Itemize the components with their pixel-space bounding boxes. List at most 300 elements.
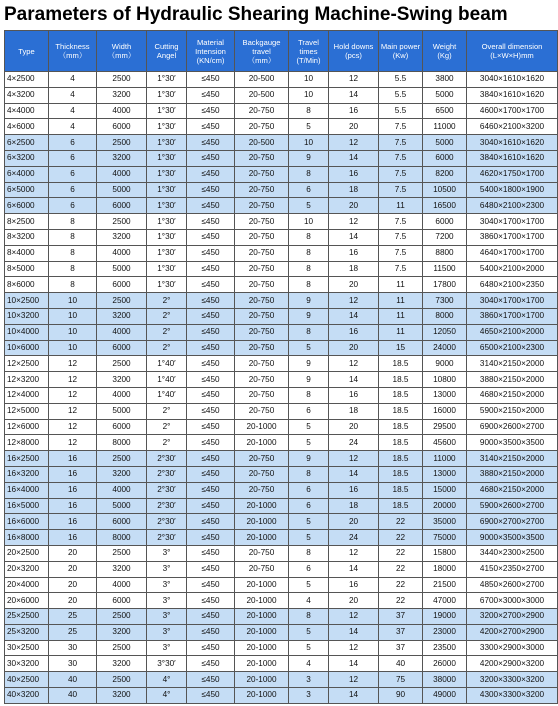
table-cell: 20-1000: [235, 593, 289, 609]
table-cell: 14: [329, 372, 379, 388]
table-cell: 20: [49, 561, 97, 577]
table-cell: 20-750: [235, 198, 289, 214]
table-row: [5, 530, 558, 546]
table-cell: ≤450: [187, 372, 235, 388]
table-cell: 4000: [97, 103, 147, 119]
table-cell: ≤450: [187, 308, 235, 324]
table-cell: 20-750: [235, 482, 289, 498]
table-cell: 3: [289, 672, 329, 688]
column-header-unit: （mm）: [107, 51, 136, 60]
table-cell: ≤450: [187, 135, 235, 151]
column-header-label: Overall dimension: [481, 42, 543, 51]
table-cell: 4850×2600×2700: [467, 577, 558, 593]
table-cell: 6: [289, 561, 329, 577]
table-row: [5, 672, 558, 688]
table-cell: ≤450: [187, 466, 235, 482]
table-cell: 20-750: [235, 387, 289, 403]
table-cell: 4000: [97, 387, 147, 403]
table-row: [5, 403, 558, 419]
table-cell: 1°30′: [147, 166, 187, 182]
table-cell: 14: [329, 561, 379, 577]
table-cell: 20: [49, 545, 97, 561]
table-cell: 18: [329, 403, 379, 419]
table-cell: 49000: [423, 688, 467, 704]
table-cell: ≤450: [187, 340, 235, 356]
table-row: [5, 150, 558, 166]
table-cell: 20-750: [235, 214, 289, 230]
table-cell: 7300: [423, 293, 467, 309]
table-cell: 13000: [423, 466, 467, 482]
table-cell: 30×2500: [5, 640, 49, 656]
table-cell: 30: [49, 640, 97, 656]
table-cell: 22: [379, 545, 423, 561]
table-cell: ≤450: [187, 593, 235, 609]
table-cell: 20-750: [235, 182, 289, 198]
column-header: [49, 31, 97, 72]
table-cell: 8: [49, 277, 97, 293]
table-cell: 38000: [423, 672, 467, 688]
table-cell: 9: [289, 150, 329, 166]
table-cell: 2°: [147, 403, 187, 419]
table-cell: 3440×2300×2500: [467, 545, 558, 561]
table-cell: 40×3200: [5, 688, 49, 704]
table-cell: 2500: [97, 356, 147, 372]
table-cell: 4150×2350×2700: [467, 561, 558, 577]
table-cell: 3880×2150×2000: [467, 466, 558, 482]
table-cell: 20: [329, 514, 379, 530]
table-row: [5, 688, 558, 704]
header-row: [5, 31, 558, 72]
table-cell: 20-1000: [235, 435, 289, 451]
table-cell: 6: [49, 150, 97, 166]
table-cell: 4620×1750×1700: [467, 166, 558, 182]
table-cell: ≤450: [187, 672, 235, 688]
table-cell: 20: [49, 593, 97, 609]
column-header-label: Cutting Angel: [154, 42, 179, 60]
table-cell: 3200: [97, 150, 147, 166]
table-cell: 16: [329, 103, 379, 119]
table-cell: 2°30′: [147, 482, 187, 498]
table-cell: ≤450: [187, 87, 235, 103]
table-cell: 14: [329, 466, 379, 482]
table-cell: 8800: [423, 245, 467, 261]
table-cell: 20-750: [235, 451, 289, 467]
table-cell: 12×3200: [5, 372, 49, 388]
table-cell: 3200: [97, 624, 147, 640]
table-cell: 2500: [97, 135, 147, 151]
table-cell: 18.5: [379, 498, 423, 514]
table-cell: 16: [329, 166, 379, 182]
table-cell: ≤450: [187, 530, 235, 546]
table-cell: 22: [379, 577, 423, 593]
table-cell: 14: [329, 688, 379, 704]
table-cell: 3140×2150×2000: [467, 451, 558, 467]
table-cell: 16×2500: [5, 451, 49, 467]
table-cell: 5000: [423, 87, 467, 103]
table-cell: 25×2500: [5, 609, 49, 625]
table-cell: 15000: [423, 482, 467, 498]
table-cell: 18.5: [379, 466, 423, 482]
column-header: [147, 31, 187, 72]
column-header-label: Width: [111, 42, 132, 51]
table-cell: 9000: [423, 356, 467, 372]
table-cell: 20-500: [235, 87, 289, 103]
table-row: [5, 166, 558, 182]
table-cell: 30×3200: [5, 656, 49, 672]
table-cell: 4×3200: [5, 87, 49, 103]
table-cell: 6000: [97, 198, 147, 214]
table-cell: 12: [329, 135, 379, 151]
table-cell: 18.5: [379, 387, 423, 403]
table-cell: 6900×2700×2700: [467, 514, 558, 530]
table-cell: 15800: [423, 545, 467, 561]
table-cell: 6: [49, 135, 97, 151]
table-cell: 8: [289, 166, 329, 182]
table-cell: 8: [49, 214, 97, 230]
table-cell: 12×4000: [5, 387, 49, 403]
table-cell: 18: [329, 498, 379, 514]
table-cell: 16: [329, 482, 379, 498]
table-cell: 3200: [97, 466, 147, 482]
table-cell: 4: [49, 103, 97, 119]
column-header: [467, 31, 558, 72]
table-cell: 6×4000: [5, 166, 49, 182]
table-cell: 3200: [97, 229, 147, 245]
table-cell: 10: [49, 340, 97, 356]
table-cell: 16: [329, 577, 379, 593]
table-cell: 8: [289, 103, 329, 119]
table-cell: 18.5: [379, 372, 423, 388]
table-cell: 4°: [147, 672, 187, 688]
table-cell: ≤450: [187, 624, 235, 640]
table-cell: 6: [49, 198, 97, 214]
table-cell: 6: [289, 482, 329, 498]
table-cell: 11: [379, 324, 423, 340]
table-cell: 16: [49, 482, 97, 498]
table-cell: 40: [49, 672, 97, 688]
table-cell: 7.5: [379, 150, 423, 166]
table-cell: 12: [49, 403, 97, 419]
table-cell: 3200: [97, 656, 147, 672]
table-cell: 6000: [97, 277, 147, 293]
column-header-label: Thickness: [55, 42, 90, 51]
table-cell: 4680×2150×2000: [467, 387, 558, 403]
table-cell: 3200: [97, 87, 147, 103]
table-cell: 6×5000: [5, 182, 49, 198]
table-cell: 2°: [147, 324, 187, 340]
table-cell: 9: [289, 308, 329, 324]
table-cell: 1°30′: [147, 87, 187, 103]
table-cell: 20: [329, 277, 379, 293]
table-cell: 1°30′: [147, 261, 187, 277]
table-cell: ≤450: [187, 324, 235, 340]
table-cell: 3300×2900×3000: [467, 640, 558, 656]
table-cell: 2°: [147, 340, 187, 356]
table-cell: 4: [49, 119, 97, 135]
table-cell: 24: [329, 435, 379, 451]
table-cell: 7.5: [379, 245, 423, 261]
table-cell: 35000: [423, 514, 467, 530]
table-cell: 3840×1610×1620: [467, 87, 558, 103]
table-cell: ≤450: [187, 498, 235, 514]
table-cell: 1°30′: [147, 245, 187, 261]
table-cell: 6460×2100×3200: [467, 119, 558, 135]
column-header: [289, 31, 329, 72]
table-cell: 20×2500: [5, 545, 49, 561]
table-cell: 20: [329, 419, 379, 435]
table-cell: 2°: [147, 308, 187, 324]
table-cell: 2500: [97, 214, 147, 230]
table-row: [5, 466, 558, 482]
table-cell: 5: [289, 577, 329, 593]
table-cell: 6: [289, 403, 329, 419]
table-cell: 5400×1800×1900: [467, 182, 558, 198]
table-cell: 8×5000: [5, 261, 49, 277]
column-header: [5, 31, 49, 72]
table-cell: 10: [49, 293, 97, 309]
table-cell: 5: [289, 435, 329, 451]
table-cell: 20000: [423, 498, 467, 514]
table-cell: 20-750: [235, 229, 289, 245]
table-cell: ≤450: [187, 261, 235, 277]
table-cell: 18.5: [379, 451, 423, 467]
table-cell: 1°30′: [147, 277, 187, 293]
table-cell: 22: [379, 593, 423, 609]
table-cell: 5000: [97, 498, 147, 514]
table-cell: 12×6000: [5, 419, 49, 435]
table-cell: 8000: [97, 530, 147, 546]
table-cell: 6500: [423, 103, 467, 119]
table-cell: 10: [289, 72, 329, 88]
table-cell: 2500: [97, 72, 147, 88]
table-cell: 8×3200: [5, 229, 49, 245]
table-cell: 3200: [97, 688, 147, 704]
table-cell: 8: [49, 245, 97, 261]
column-header: [97, 31, 147, 72]
column-header-unit: (T/Min): [296, 55, 321, 65]
table-cell: 18.5: [379, 482, 423, 498]
table-cell: 2500: [97, 451, 147, 467]
table-row: [5, 482, 558, 498]
table-cell: 4600×1700×1700: [467, 103, 558, 119]
table-cell: 5400×2100×2000: [467, 261, 558, 277]
table-cell: 16: [49, 451, 97, 467]
table-cell: 3200×3300×3200: [467, 672, 558, 688]
table-cell: 12×5000: [5, 403, 49, 419]
table-cell: 11: [379, 198, 423, 214]
table-cell: 16500: [423, 198, 467, 214]
table-cell: 6900×2600×2700: [467, 419, 558, 435]
table-cell: 12: [49, 419, 97, 435]
table-cell: 2500: [97, 609, 147, 625]
table-cell: 3°: [147, 545, 187, 561]
table-cell: 40×2500: [5, 672, 49, 688]
table-cell: 5: [289, 624, 329, 640]
table-cell: 23000: [423, 624, 467, 640]
column-header: [379, 31, 423, 72]
table-cell: 2°30′: [147, 514, 187, 530]
table-cell: 5000: [97, 182, 147, 198]
table-cell: 8: [289, 245, 329, 261]
table-cell: 7.5: [379, 182, 423, 198]
table-cell: 8: [49, 261, 97, 277]
table-cell: ≤450: [187, 403, 235, 419]
table-cell: 2500: [97, 640, 147, 656]
table-cell: 8000: [423, 308, 467, 324]
table-cell: 20-750: [235, 403, 289, 419]
table-cell: 7.5: [379, 261, 423, 277]
table-cell: 25: [49, 609, 97, 625]
table-cell: 16: [49, 514, 97, 530]
table-cell: 5.5: [379, 103, 423, 119]
table-cell: 30: [49, 656, 97, 672]
table-cell: 5: [289, 514, 329, 530]
table-cell: 12050: [423, 324, 467, 340]
table-cell: 4200×2900×3200: [467, 656, 558, 672]
table-cell: 7.5: [379, 119, 423, 135]
table-cell: 3°: [147, 624, 187, 640]
table-cell: 7.5: [379, 229, 423, 245]
table-row: [5, 609, 558, 625]
table-cell: 3800: [423, 72, 467, 88]
table-cell: 4×6000: [5, 119, 49, 135]
table-cell: 12: [329, 214, 379, 230]
table-cell: 3°: [147, 561, 187, 577]
table-cell: 5: [289, 640, 329, 656]
column-header-label: Type: [18, 46, 35, 56]
table-cell: 10500: [423, 182, 467, 198]
table-cell: 22: [379, 514, 423, 530]
table-cell: 20-750: [235, 372, 289, 388]
table-cell: 20-1000: [235, 577, 289, 593]
table-row: [5, 324, 558, 340]
table-cell: 20-1000: [235, 688, 289, 704]
table-cell: 12: [329, 72, 379, 88]
table-cell: 14: [329, 624, 379, 640]
table-row: [5, 293, 558, 309]
table-cell: 7200: [423, 229, 467, 245]
table-cell: 4000: [97, 245, 147, 261]
table-cell: 3: [289, 688, 329, 704]
table-cell: 14: [329, 229, 379, 245]
table-cell: 20×3200: [5, 561, 49, 577]
table-row: [5, 545, 558, 561]
table-cell: 10: [289, 135, 329, 151]
table-cell: ≤450: [187, 119, 235, 135]
table-cell: 47000: [423, 593, 467, 609]
table-cell: 6×2500: [5, 135, 49, 151]
table-cell: 4640×1700×1700: [467, 245, 558, 261]
table-cell: 14: [329, 150, 379, 166]
table-cell: 10×4000: [5, 324, 49, 340]
table-cell: 2°30′: [147, 498, 187, 514]
table-cell: 20-750: [235, 277, 289, 293]
table-cell: 4000: [97, 482, 147, 498]
table-cell: 4×2500: [5, 72, 49, 88]
table-cell: 6480×2100×2350: [467, 277, 558, 293]
column-header-label: Material Intension: [195, 37, 226, 56]
table-cell: 3040×1700×1700: [467, 293, 558, 309]
table-cell: ≤450: [187, 182, 235, 198]
table-cell: 14: [329, 87, 379, 103]
table-row: [5, 419, 558, 435]
table-cell: 3200: [97, 372, 147, 388]
table-cell: 8: [289, 466, 329, 482]
table-cell: 18: [329, 261, 379, 277]
table-cell: 6000: [97, 119, 147, 135]
table-row: [5, 340, 558, 356]
table-cell: ≤450: [187, 356, 235, 372]
table-cell: ≤450: [187, 293, 235, 309]
table-row: [5, 451, 558, 467]
table-cell: 12: [329, 640, 379, 656]
table-cell: 6000: [97, 419, 147, 435]
parameters-table: [4, 30, 558, 704]
table-cell: ≤450: [187, 198, 235, 214]
table-row: [5, 214, 558, 230]
table-cell: 4000: [97, 166, 147, 182]
table-cell: 37: [379, 640, 423, 656]
table-cell: 18.5: [379, 419, 423, 435]
table-cell: 12: [49, 387, 97, 403]
table-cell: 1°40′: [147, 372, 187, 388]
table-cell: 20-750: [235, 466, 289, 482]
column-header-label: Weight: [432, 42, 457, 51]
table-cell: 3040×1610×1620: [467, 135, 558, 151]
table-cell: 2500: [97, 672, 147, 688]
table-row: [5, 593, 558, 609]
column-header-label: Main power: [380, 42, 421, 51]
table-cell: 1°40′: [147, 356, 187, 372]
table-cell: 2500: [97, 545, 147, 561]
table-cell: 5: [289, 119, 329, 135]
table-cell: 9: [289, 372, 329, 388]
table-cell: 10: [289, 87, 329, 103]
table-cell: 20×6000: [5, 593, 49, 609]
table-cell: 9: [289, 451, 329, 467]
table-row: [5, 72, 558, 88]
table-cell: ≤450: [187, 419, 235, 435]
table-cell: 11: [379, 293, 423, 309]
table-cell: 12×2500: [5, 356, 49, 372]
table-cell: 5: [289, 530, 329, 546]
table-cell: 4: [289, 656, 329, 672]
table-cell: 20-750: [235, 545, 289, 561]
table-cell: ≤450: [187, 103, 235, 119]
table-cell: 10×6000: [5, 340, 49, 356]
table-cell: 1°30′: [147, 229, 187, 245]
table-row: [5, 624, 558, 640]
table-cell: ≤450: [187, 72, 235, 88]
table-cell: 20-750: [235, 119, 289, 135]
table-cell: 11000: [423, 451, 467, 467]
table-cell: 6700×3000×3000: [467, 593, 558, 609]
table-cell: 10: [49, 308, 97, 324]
table-cell: 16×4000: [5, 482, 49, 498]
table-cell: 8000: [97, 435, 147, 451]
table-cell: ≤450: [187, 214, 235, 230]
table-cell: 11: [379, 277, 423, 293]
table-cell: 9: [289, 293, 329, 309]
table-row: [5, 640, 558, 656]
table-cell: 5000: [423, 135, 467, 151]
table-cell: 6000: [97, 514, 147, 530]
table-cell: ≤450: [187, 577, 235, 593]
table-cell: 14: [329, 656, 379, 672]
table-cell: 20-1000: [235, 498, 289, 514]
table-cell: 1°30′: [147, 135, 187, 151]
table-cell: 6: [289, 498, 329, 514]
